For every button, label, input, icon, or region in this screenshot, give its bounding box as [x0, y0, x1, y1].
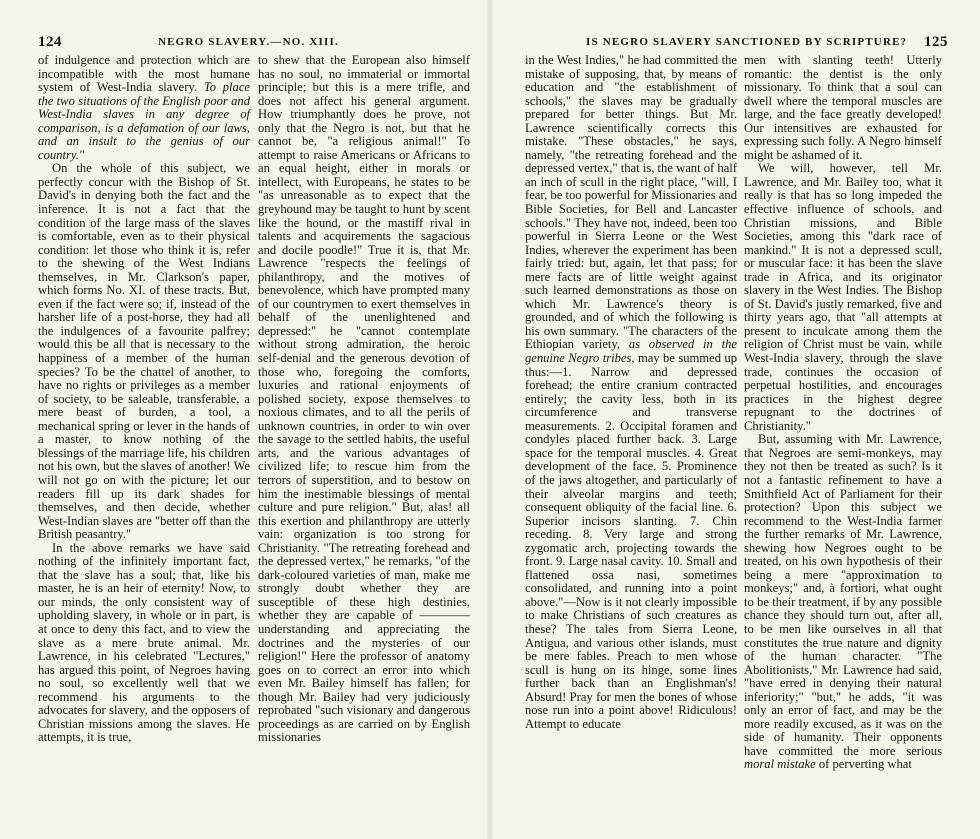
right-page-number: 125	[924, 34, 948, 50]
left-running-title: NEGRO SLAVERY.—NO. XIII.	[158, 36, 339, 48]
paragraph: On the whole of this subject, we perfectly concur with the Bishop of St. David's in denying both the fact and the inference. It is not a fact that the condition of the large mass of the slaves is comfortable, even as to their physical condition: let those who think it is, refer to the shewing of the West Indians themselves, in Mr. Clarkson's paper, which forms No. XI. of these tracts. But, even if the fact were so; if, instead of the harsher life of a post-horse, they had all the indulgences of a favourite palfrey; would this be all that is necessary to the happiness of a member of the human species? To be the chattel of another, to have no rights or privileges as a member of society, to be saleable, transferable, a mere beast of burden, a tool, a mechanical spring or lever in the hands of a master, to know nothing of the blessings of the marriage life, his children not his own, but the slaves of another! We will not go on with the picture; let our readers fill up its dark shades for themselves, and then decide, whether West-Indian slaves are "better off than the British peasantry."	[38, 161, 250, 542]
text-column-4	[744, 54, 942, 772]
paragraph: to shew that the European also himself has no soul, no immaterial or immortal principle; but this is a mere trifle, and does not affect his general argument. How triumphantly does he prove, not only that the Negro is not, but that he cannot be, "a religious animal!" To attempt to raise Americans or Africans to an equal height, either in morals or intellect, with Europeans, he states to be "as unreasonable as to expect that the greyhound may be taught to hunt by scent like the hound, or the mastiff rival in talents and acquirements the sagacious and docile poodle!" True it is, that Mr. Lawrence "respects the feelings of philanthropy, and the motives of benevolence, which have prompted many of our countrymen to exert themselves in behalf of the unenlightened and depressed:" he "cannot contemplate without strong admiration, the heroic self-denial and the generous devotion of those who, foregoing the comforts, luxuries and rational enjoyments of polished society, expose themselves to noxious climates, and to all the perils of unknown countries, in order to win over the savage to the settled habits, the useful arts, and the various advantages of civilized life; to rescue him from the terrors of superstition, and to bestow on him the inestimable blessings of mental culture and pure religion." But, alas! all this exertion and philanthropy are utterly vain: organization is too strong for Christianity. "The retreating forehead and the depressed vertex," he remarks, "of the dark-coloured varieties of man, make me strongly doubt whether they are susceptible of these high destinies, whether they are capable of ———— understanding and appreciating the doctrines and the mysteries of our religion!" Here the professor of anatomy goes on to correct an error into which even Mr. Bailey himself has fallen; for though Mr. Bailey had very judiciously reprobated "such visionary and dangerous proceedings as are carried on by English missionaries	[258, 53, 470, 745]
paragraph: In the above remarks we have said nothing of the infinitely important fact, that the slave has a soul; that, like his master, he is an heir of eternity! Now, to our minds, the only consistent way of upholding slavery, in whole or in part, is at once to deny this fact, and to view the slave as a mere brute animal. Mr. Lawrence, in his celebrated "Lectures," has argued this point, of Negroes having no soul, so excellently well that we recommend his arguments to the advocates for slavery, and the opposers of Christian missions among the slaves. He attempts, it is true,	[38, 540, 250, 745]
paragraph: men with slanting teeth! Utterly romantic: the dentist is the only missionary. To think that a soul can dwell where the temporal muscles are large, and the face greatly developed! Our intensitives are exhausted for expressing such folly. A Negro himself might be ashamed of it.	[744, 53, 942, 162]
paragraph: of indulgence and protection which are incompatible with the most humane system of West-India slavery. To place the two situations of the English poor and West-India slaves in any degree of comparison, is a defamation of our laws, and an insult to the genius of our country."	[38, 53, 250, 162]
paragraph: We will, however, tell Mr. Lawrence, and Mr. Bailey too, what it really is that has so long impeded the effective influence of schools, and Christian missions, and Bible Societies, among this "dark race of mankind." It is not a depressed scull, or muscular face: it has been the slave trade in Africa, and its originator slavery in the West Indies. The Bishop of St. David's justly remarked, five and thirty years ago, that "all attempts at present to inculcate among them the religion of Christ must be vain, while West-India slavery, through the slave trade, continues the occasion of perpetual hostilities, and encourages practices in the highest degree repugnant to the doctrines of Christianity."	[744, 161, 942, 433]
text-column-1	[38, 54, 250, 745]
text-column-2	[258, 54, 470, 745]
paragraph: in the West Indies," he had committed the mistake of supposing, that, by means of education and "the establishment of schools," the slaves may be gradually prepared for better things. But Mr. Lawrence scientifically corrects this mistake. "These obstacles," he says, namely, "the retreating forehead and the depressed vertex," that is, the want of half an inch of scull in the right place, "will, I fear, be too powerful for Missionaries and Bible Societies, for Bell and Lancaster schools." They have not, indeed, been too powerful in Sierra Leone or the West Indies, wherever the experiment has been fairly tried: but, again, let that pass; for mere facts are of little weight against such learned demonstrations as those on which Mr. Lawrence's theory is grounded, and of which the following is his own summary. "The characters of the Ethiopian variety, as observed in the genuine Negro tribes, may be summed up thus:—1. Narrow and depressed forehead; the entire cranium contracted entirely; the cavity less, both in its circumference and transverse measurements. 2. Occipital foramen and condyles placed further back. 3. Large space for the temporal muscles. 4. Great development of the face. 5. Prominence of the jaws altogether, and particularly of their alveolar margins and teeth; consequent obliquity of the facial line. 6. Superior incisors slanting. 7. Chin receding. 8. Very large and strong zygomatic arch, projecting towards the front. 9. Large nasal cavity. 10. Small and flattened ossa nasi, sometimes consolidated, and running into a point above."—Now is it not clearly impossible to make Christians of such creatures as these? The tales from Sierra Leone, Antigua, and various other islands, must be mere fables. Preach to men whose scull is hung on its hinge, some lines further back than an Englishman's! Absurd! Pray for men the bones of whose nose run into a point above! Ridiculous! Attempt to educate	[525, 53, 737, 731]
left-page-header	[38, 36, 476, 52]
right-running-title: IS NEGRO SLAVERY SANCTIONED BY SCRIPTURE?	[586, 36, 908, 48]
paragraph: But, assuming with Mr. Lawrence, that Negroes are semi-monkeys, may they not then be treated as such? Is it not a fantastic refinement to have a Smithfield Act of Parliament for their protection? Upon this subject we recommend to the West-India farmer the further remarks of Mr. Lawrence, shewing how Negroes ought to be treated, on his own hypothesis of their being a mere "approximation to monkeys;" and, à fortiori, what ought to be their treatment, if by any possible chance they should turn out, after all, to be men like ourselves in all that constitutes the true nature and dignity of the human character. "The Abolitionists," Mr. Lawrence had said, "have erred in denying their natural inferiority;" "but," he adds, "it was only an error of fact, and may be the more readily excused, as it was on the side of humanity. Their opponents have committed the more serious moral mistake of perverting what	[744, 432, 942, 772]
left-page-number: 124	[38, 34, 62, 50]
text-column-3	[525, 54, 737, 731]
